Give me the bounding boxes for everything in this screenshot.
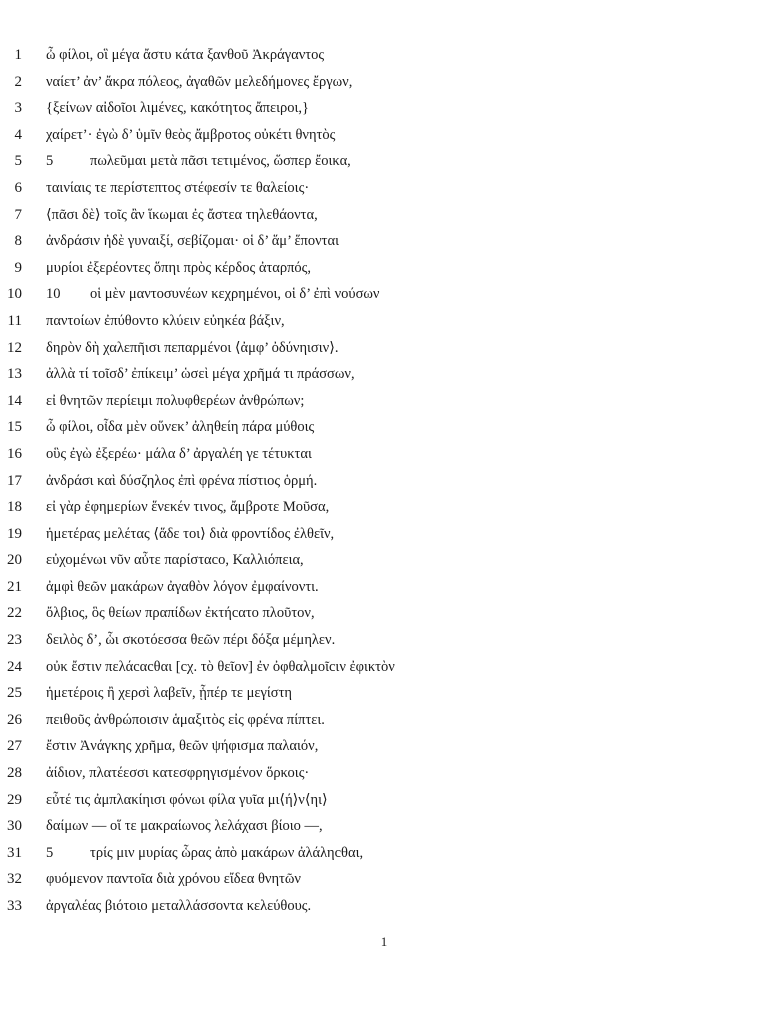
verse-text: εἰ γὰρ ἐφημερίων ἕνεκέν τινος, ἄμβροτε Μοῦσα,: [46, 499, 330, 516]
verse-line: [0, 228, 768, 255]
verse-line: [0, 813, 768, 840]
inner-line-number: 10: [46, 286, 61, 303]
line-number: 1: [14, 47, 22, 63]
verse-line: [0, 627, 768, 654]
line-number: 26: [7, 711, 22, 728]
inner-line-number: 5: [46, 153, 54, 170]
line-number: 3: [14, 100, 22, 117]
verse-line: [0, 414, 768, 441]
verse-text: ἔστιν Ἀνάγκης χρῆμα, θεῶν ψήφισμα παλαιόν,: [46, 738, 319, 755]
verse-line: [0, 255, 768, 282]
line-number: 6: [14, 179, 22, 196]
verse-line: [0, 441, 768, 468]
verse-text: δηρὸν δὴ χαλεπῆισι πεπαρμένοι ⟨ἀμφ’ ὀδύνηισιν⟩.: [46, 339, 339, 356]
verse-line: [0, 521, 768, 548]
verse-line: [0, 388, 768, 415]
line-number: 19: [7, 525, 22, 542]
verse-line: [0, 335, 768, 362]
verse-text: ἀνδράσι καὶ δύσζηλος ἐπὶ φρένα πίστιος ὁρμή.: [46, 472, 318, 489]
verse-line: [0, 69, 768, 96]
verse-line: [0, 760, 768, 787]
verse-text: ἀργαλέας βιότοιο μεταλλάσσοντα κελεύθους.: [46, 898, 312, 914]
verse-line: [0, 600, 768, 627]
verse-text: τρίς μιν μυρίας ὧρας ἀπὸ μακάρων ἀλάληcθαι,: [90, 844, 364, 861]
verse-text: εὐχομένωι νῦν αὖτε παρίσταcο, Καλλιόπεια,: [46, 552, 304, 569]
verse-line: [0, 574, 768, 601]
verse-line: [0, 202, 768, 229]
verse-text: ἀίδιον, πλατέεσσι κατεσφρηγισμένον ὅρκοις·: [46, 765, 310, 782]
line-number: 32: [7, 871, 22, 888]
line-number: 22: [7, 605, 22, 622]
line-number: 17: [7, 472, 22, 489]
verse-text: πειθοῦς ἀνθρώποισιν ἁμαξιτὸς εἰς φρένα πίπτει.: [46, 711, 325, 728]
line-number: 28: [7, 765, 22, 782]
line-number: 21: [7, 578, 22, 595]
verse-line: [0, 122, 768, 149]
line-number: 2: [14, 73, 22, 90]
line-number: 7: [14, 206, 22, 223]
verse-text: δειλὸς δ’, ὧι σκοτόεσσα θεῶν πέρι δόξα μέμηλεν.: [46, 632, 336, 649]
verse-line: [0, 733, 768, 760]
line-number: 15: [7, 419, 22, 436]
verse-line: [0, 787, 768, 814]
line-number: 12: [7, 339, 22, 356]
line-number: 16: [7, 445, 22, 462]
line-number: 29: [7, 791, 22, 808]
verse-line: [0, 42, 768, 69]
line-number: 10: [7, 286, 22, 303]
document-page: [0, 42, 768, 920]
line-number: 5: [14, 153, 22, 170]
verse-text: εἰ θνητῶν περίειμι πολυφθερέων ἀνθρώπων;: [46, 392, 305, 409]
verse-text: ὦ φίλοι, οἳ μέγα ἄστυ κάτα ξανθοῦ Ἀκράγαντος: [46, 47, 325, 63]
line-number: 23: [7, 632, 22, 649]
verse-line: [0, 361, 768, 388]
inner-line-number: 5: [46, 844, 54, 861]
verse-text: {ξείνων αἰδοῖοι λιμένες, κακότητος ἄπειροι,}: [46, 100, 309, 117]
line-number: 31: [7, 844, 22, 861]
verse-text: πωλεῦμαι μετὰ πᾶσι τετιμένος, ὥσπερ ἔοικα,: [90, 153, 351, 170]
line-number: 11: [7, 312, 22, 329]
verse-text: ὦ φίλοι, οἶδα μὲν οὕνεκ’ ἀληθείη πάρα μύθοις: [46, 419, 315, 436]
line-number: 8: [14, 233, 22, 250]
verse-line: [0, 840, 768, 867]
line-number: 24: [7, 658, 22, 675]
verse-line: [0, 547, 768, 574]
verse-text: φυόμενον παντοῖα διὰ χρόνου εἴδεα θνητῶν: [46, 871, 301, 888]
verse-text: μυρίοι ἐξερέοντες ὅπηι πρὸς κέρδος ἀταρπός,: [46, 259, 312, 276]
line-number: 33: [7, 898, 22, 914]
line-number: 4: [14, 126, 22, 143]
verse-text: οὐκ ἔστιν πελάcαcθαι [cχ. τὸ θεῖον] ἐν ὀφθαλμοῖcιν ἐφικτὸν: [46, 658, 395, 675]
verse-text-container: [46, 281, 379, 308]
line-number: 20: [7, 552, 22, 569]
verse-text: ἡμετέροις ἢ χερσὶ λαβεῖν, ᾗπέρ τε μεγίστη: [46, 685, 293, 702]
verse-line: [0, 680, 768, 707]
verse-text: χαίρετ’· ἐγὼ δ’ ὑμῖν θεὸς ἄμβροτος οὐκέτι θνητὸς: [46, 126, 336, 143]
line-number: 30: [7, 818, 22, 835]
line-number: 25: [7, 685, 22, 702]
verse-text: ἡμετέρας μελέτας ⟨ἅδε τοι⟩ διὰ φροντίδος ἐλθεῖν,: [46, 525, 335, 542]
verse-text-container: [46, 148, 351, 175]
verse-line: [0, 95, 768, 122]
verse-text: εὖτέ τις ἀμπλακίηισι φόνωι φίλα γυῖα μι⟨ή⟩ν⟨ηι⟩: [46, 791, 328, 808]
verse-text: ταινίαις τε περίστεπτος στέφεσίν τε θαλείοις·: [46, 179, 310, 196]
verse-text: ἀμφὶ θεῶν μακάρων ἀγαθὸν λόγον ἐμφαίνοντι.: [46, 578, 319, 595]
verse-text: ἀνδράσιν ἠδὲ γυναιξί, σεβίζομαι· οἱ δ’ ἅμ’ ἕπονται: [46, 233, 340, 250]
verse-text: οἱ μὲν μαντοσυνέων κεχρημένοι, οἱ δ’ ἐπὶ νούσων: [90, 286, 380, 303]
verse-line: [0, 281, 768, 308]
line-number: 9: [14, 259, 22, 276]
verse-line: [0, 893, 768, 920]
verse-line: [0, 494, 768, 521]
verse-line: [0, 468, 768, 495]
verse-line: [0, 866, 768, 893]
line-number: 13: [7, 366, 22, 383]
verse-text: ὄλβιος, ὃς θείων πραπίδων ἐκτήcατο πλοῦτον,: [46, 605, 315, 622]
verse-line: [0, 707, 768, 734]
verse-line: [0, 148, 768, 175]
line-number: 27: [7, 738, 22, 755]
verse-text-container: [46, 840, 363, 867]
verse-line: [0, 654, 768, 681]
verse-text: ⟨πᾶσι δὲ⟩ τοῖς ἂν ἵκωμαι ἐς ἄστεα τηλεθάοντα,: [46, 206, 318, 223]
verse-text: ἀλλὰ τί τοῖσδ’ ἐπίκειμ’ ὡσεὶ μέγα χρῆμά τι πράσσων,: [46, 366, 355, 383]
verse-line: [0, 308, 768, 335]
verse-text: παντοίων ἐπύθοντο κλύειν εὐηκέα βάξιν,: [46, 312, 285, 329]
line-number: 14: [7, 392, 22, 409]
page-number: 1: [380, 934, 388, 949]
verse-text: δαίμων — οἵ τε μακραίωνος λελάχασι βίοιο —,: [46, 818, 323, 835]
verse-text: οὓς ἐγὼ ἐξερέω· μάλα δ’ ἀργαλέη γε τέτυκται: [46, 445, 312, 462]
verse-text: ναίετ’ ἀν’ ἄκρα πόλεος, ἀγαθῶν μελεδήμονες ἔργων,: [46, 73, 353, 90]
verse-line: [0, 175, 768, 202]
line-number: 18: [7, 499, 22, 516]
